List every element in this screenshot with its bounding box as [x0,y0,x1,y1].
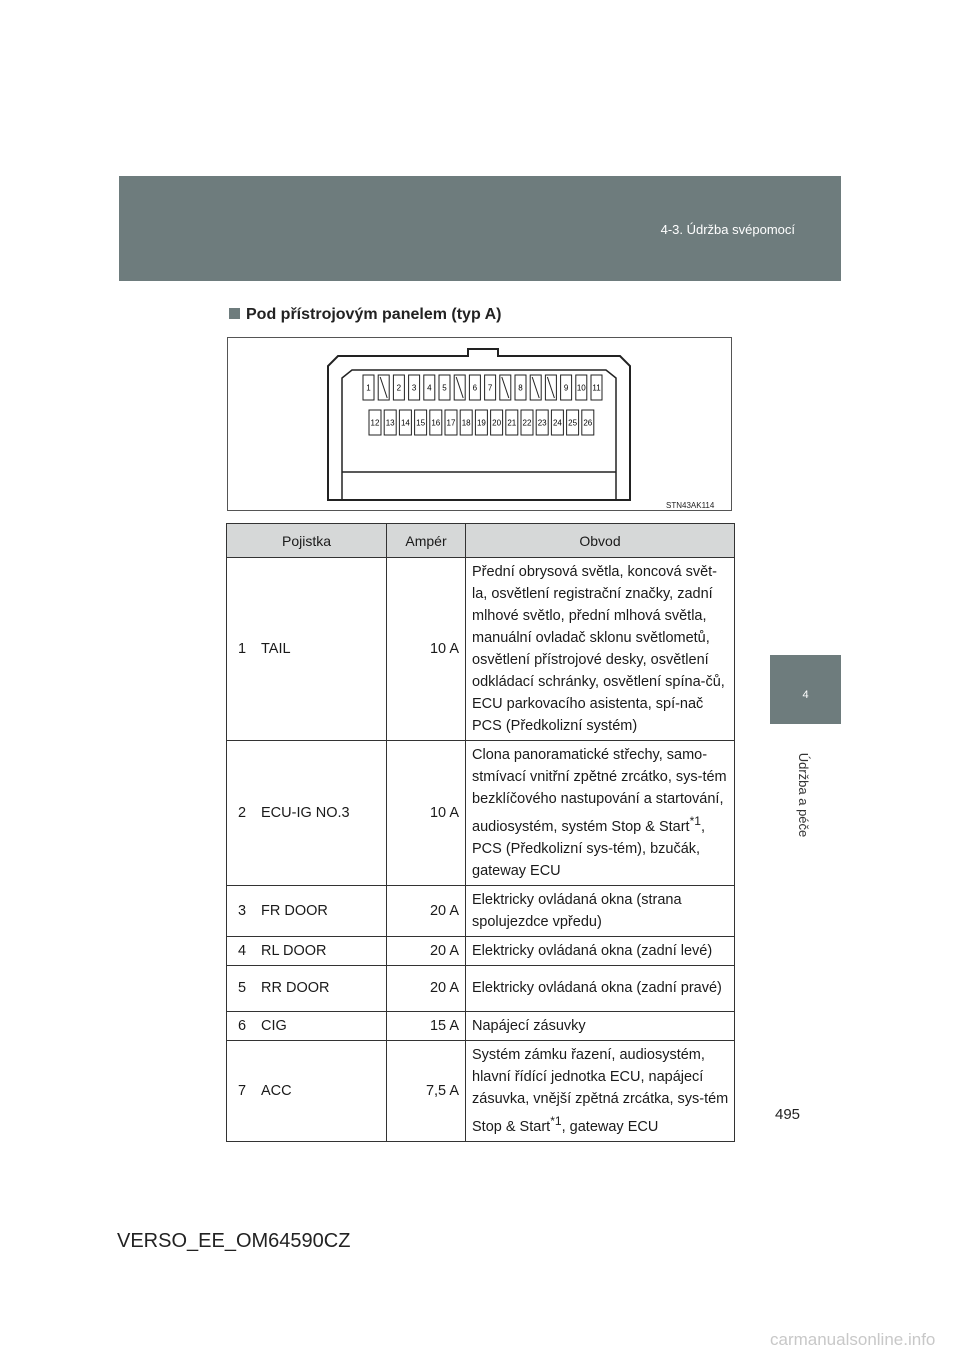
fuse-slot-label: 25 [568,418,578,428]
fuse-name: CIG [257,1011,387,1040]
fuse-circuit: Napájecí zásuvky [466,1011,735,1040]
table-row [227,936,735,965]
fuse-slot-label: 15 [416,418,426,428]
header-circuit: Obvod [466,524,735,558]
fuse-name: ACC [257,1040,387,1141]
diagram-code: STN43AK114 [666,501,715,510]
header-amp: Ampér [387,524,466,558]
fuse-slot-label: 13 [385,418,395,428]
fuse-name: FR DOOR [257,885,387,936]
fuse-amperage: 10 A [387,558,466,741]
fuse-name: ECU-IG NO.3 [257,741,387,886]
fuse-table [226,523,735,1142]
fuse-slot-label: 3 [411,383,417,393]
square-bullet-icon [229,308,240,319]
fuse-number: 2 [227,741,258,886]
header-fuse: Pojistka [227,524,387,558]
fuse-number: 1 [227,558,258,741]
fuse-name: TAIL [257,558,387,741]
fuse-slot-label: 24 [552,418,562,428]
fuse-circuit: Elektricky ovládaná okna (strana spolujezdce vpředu) [466,885,735,936]
fuse-slot-label: 23 [537,418,547,428]
fuse-slot-label: 20 [492,418,502,428]
fuse-amperage: 15 A [387,1011,466,1040]
fuse-number: 5 [227,965,258,1011]
fuse-circuit: Přední obrysová světla, koncová svět-la, osvětlení registrační značky, zadní mlhové světlo, přední mlhová světla, manuální ovladač sklonu světlometů, osvětlení přístrojové desky, osvětlení odkládací schránky, osvětlení spína-čů, ECU parkovacího asistenta, spí-nač PCS (Předkolizní systém) [466,558,735,741]
chapter-tab [770,655,841,724]
fuse-box-diagram [227,337,732,511]
fuse-slot-label: 4 [427,383,432,393]
chapter-side-label: Údržba a péče [796,752,811,838]
fuse-amperage: 20 A [387,885,466,936]
document-code: VERSO_EE_OM64590CZ [117,1230,351,1252]
fuse-number: 4 [227,936,258,965]
chapter-number: 4 [802,689,809,701]
page-number: 495 [775,1106,801,1123]
footnote-marker: *1 [550,1113,562,1128]
section-title: Pod přístrojovým panelem (typ A) [229,306,501,324]
table-row [227,741,735,886]
watermark: carmanualsonline.info [770,1330,936,1349]
fuse-amperage: 7,5 A [387,1040,466,1141]
fuse-slot-label: 9 [563,383,569,393]
table-header-row [227,524,735,558]
fuse-number: 6 [227,1011,258,1040]
table-row [227,1011,735,1040]
fuse-slot-label: 5 [442,383,447,393]
table-row [227,885,735,936]
fuse-slot-label: 6 [472,383,478,393]
fuse-slot-label: 8 [518,383,523,393]
fuse-number: 7 [227,1040,258,1141]
table-row [227,558,735,741]
fuse-slot-label: 1 [366,383,371,393]
fuse-slot-label: 14 [400,418,410,428]
fuse-box-svg [228,338,733,512]
table-row [227,1040,735,1141]
fuse-circuit: Systém zámku řazení, audiosystém, hlavní řídící jednotka ECU, napájecí zásuvka, vnější zpětná zrcátka, sys-tém Stop & Start$^{*1}$, gateway ECU [466,1040,735,1141]
fuse-circuit: Elektricky ovládaná okna (zadní levé) [466,936,735,965]
fuse-slot-label: 19 [476,418,486,428]
fuse-slot-label: 12 [370,418,380,428]
fuse-amperage: 10 A [387,741,466,886]
fuse-slot-label: 11 [592,383,601,393]
fuse-slot-label: 16 [431,418,441,428]
fuse-slot-label: 18 [461,418,471,428]
fuse-amperage: 20 A [387,965,466,1011]
fuse-name: RL DOOR [257,936,387,965]
fuse-slot-label: 17 [446,418,456,428]
footnote-marker: *1 [689,814,702,828]
fuse-circuit: Clona panoramatické střechy, samo-stmívací vnitřní zpětné zrcátko, sys-tém bezklíčového nastupování a startování, audiosystém, systém Stop & Start$^{*1}$, PCS (Předkolizní sys-tém), bzučák, gateway ECU [466,741,735,886]
fuse-slot-label: 10 [576,383,586,393]
fuse-circuit: Elektricky ovládaná okna (zadní pravé) [466,965,735,1011]
table-row [227,965,735,1011]
fuse-amperage: 20 A [387,936,466,965]
chapter-header [119,176,841,281]
fuse-slot-label: 21 [507,418,517,428]
fuse-number: 3 [227,885,258,936]
fuse-slot-label: 2 [396,383,402,393]
chapter-title: 4-3. Údržba svépomocí [660,222,795,237]
fuse-slot-label: 22 [522,418,532,428]
fuse-name: RR DOOR [257,965,387,1011]
fuse-slot-label: 7 [487,383,493,393]
fuse-slot-label: 26 [583,418,593,428]
